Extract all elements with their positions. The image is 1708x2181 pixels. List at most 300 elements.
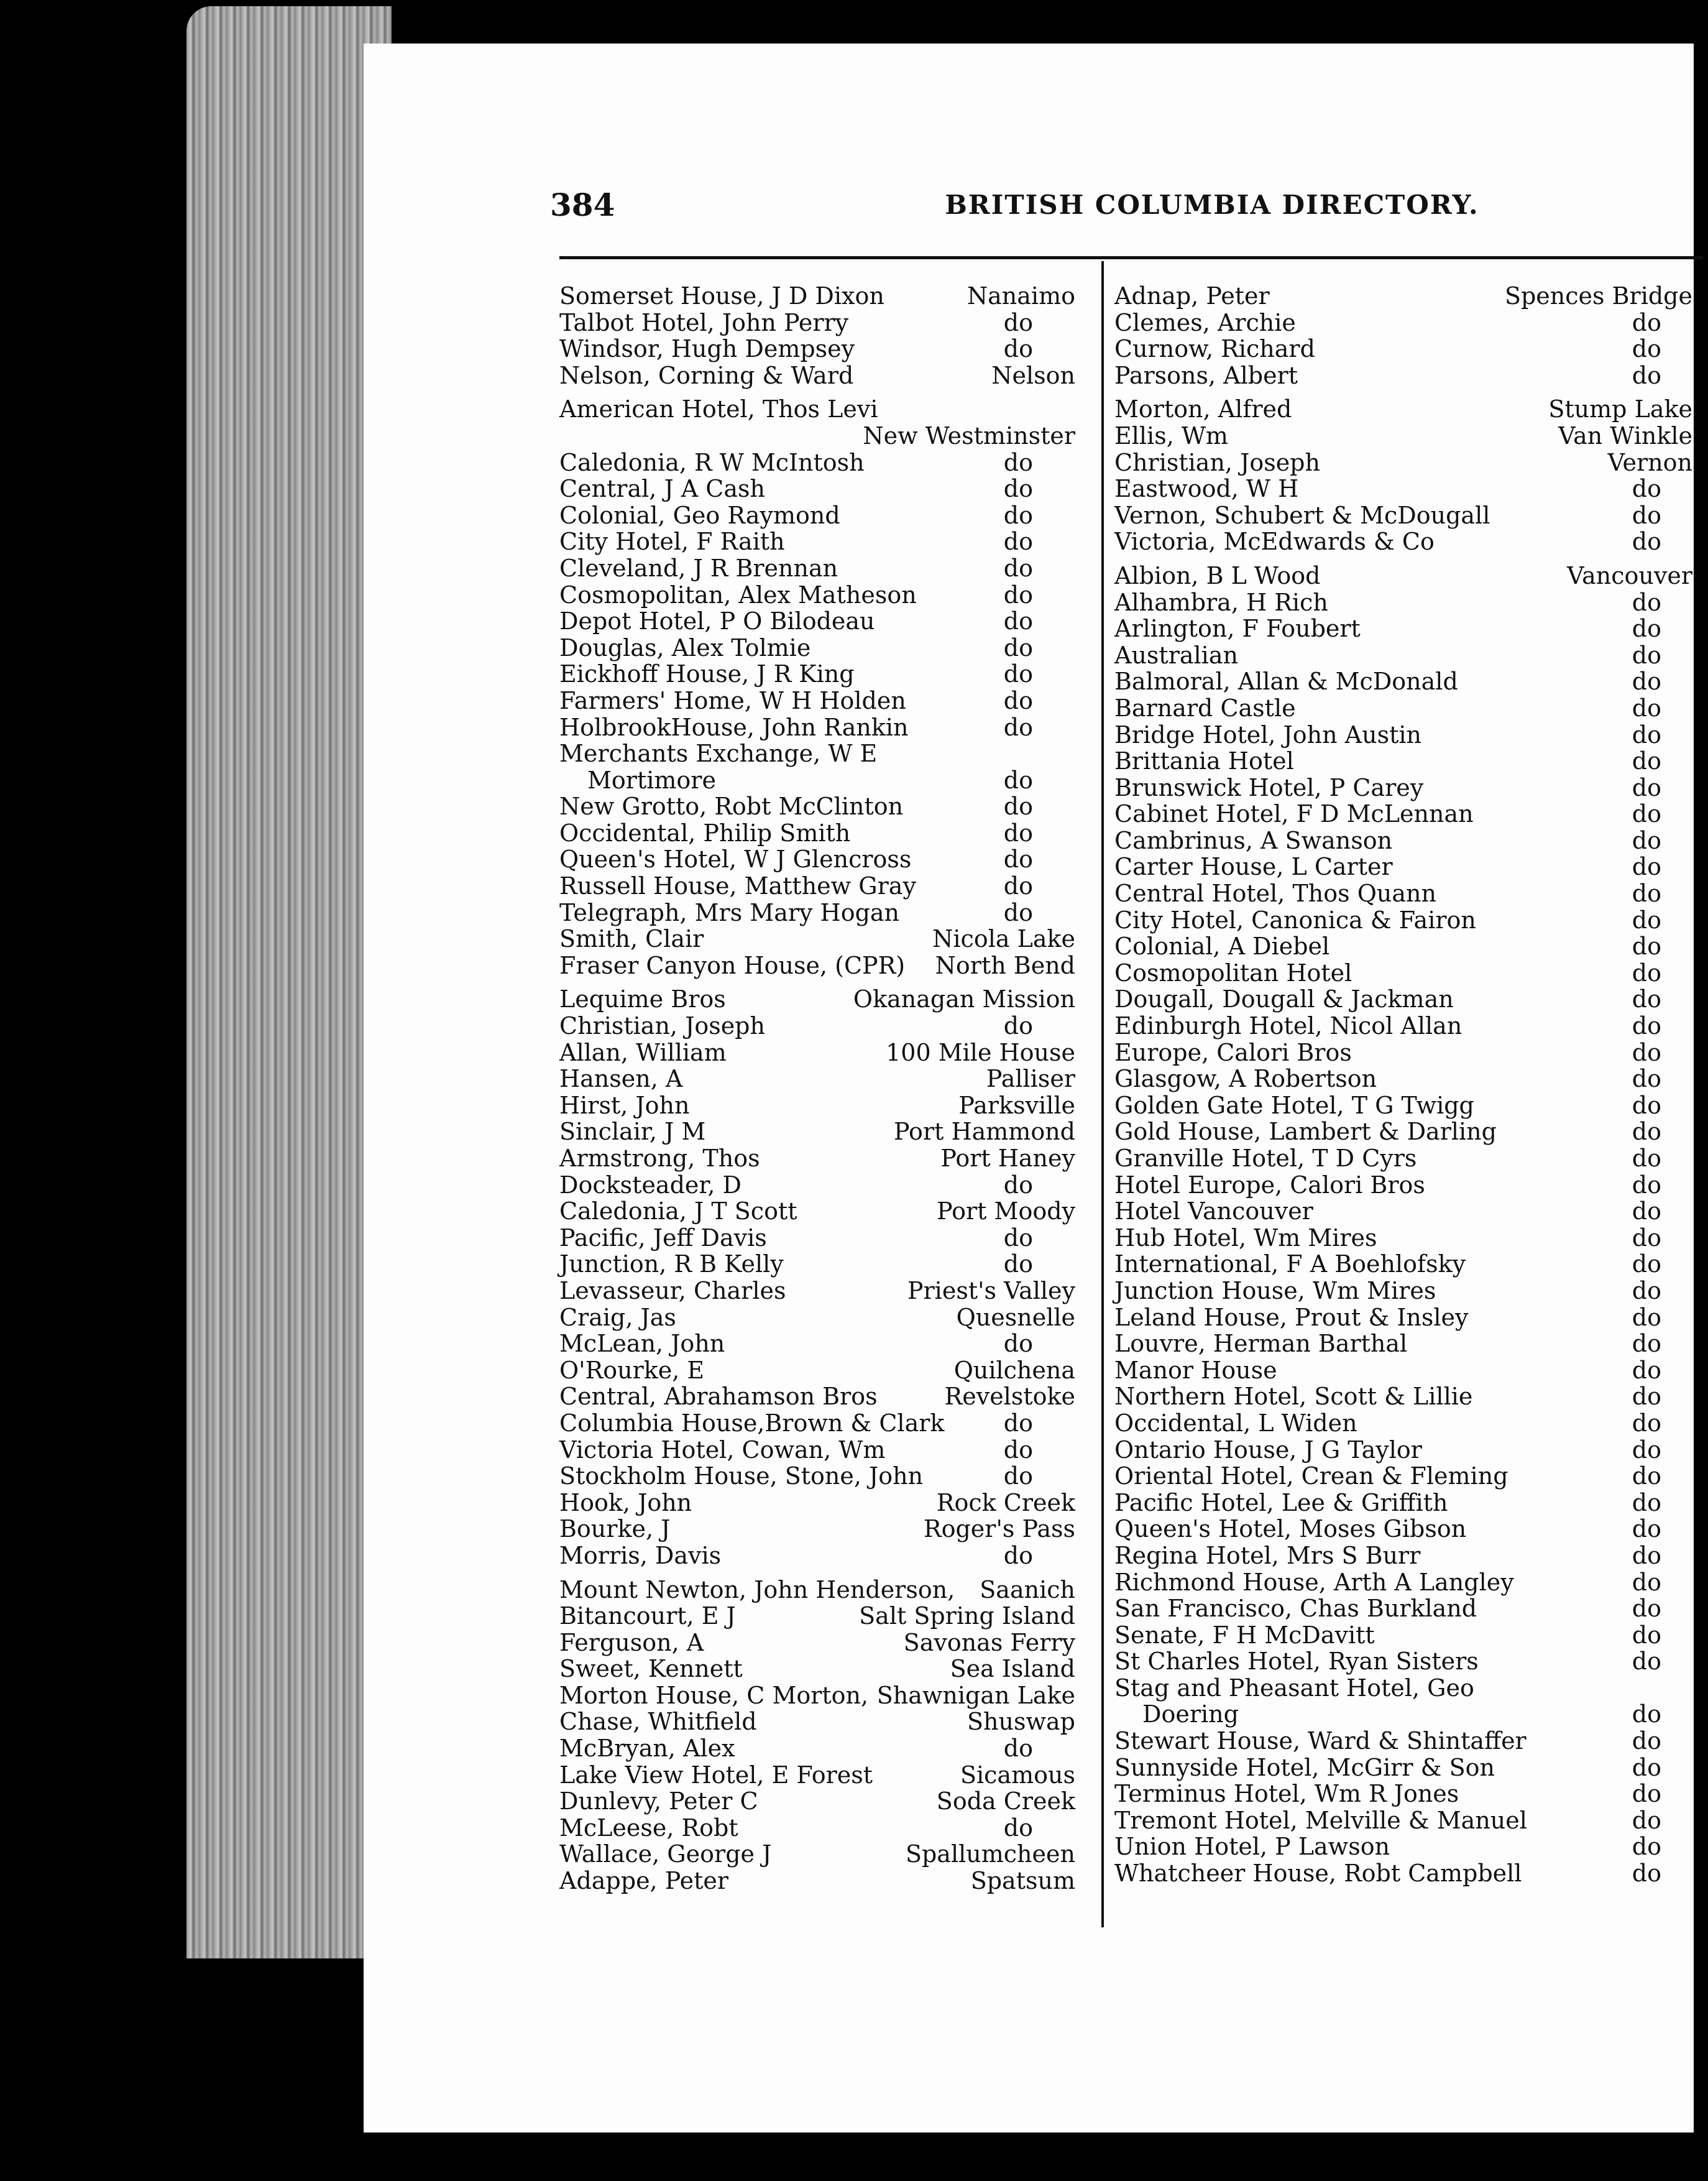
entry-name: Alhambra, H Rich — [1114, 588, 1328, 616]
directory-entry — [1114, 801, 1692, 828]
entry-location: do — [1003, 1541, 1033, 1569]
entry-location: do — [1632, 1462, 1661, 1490]
entry-name: Levasseur, Charles — [559, 1276, 786, 1304]
directory-entry — [559, 396, 1075, 423]
entry-name: Colonial, A Diebel — [1114, 933, 1330, 961]
entry-name: McLeese, Robt — [559, 1814, 738, 1842]
entry-name: Queen's Hotel, Moses Gibson — [1114, 1515, 1467, 1543]
entry-location: do — [1003, 501, 1033, 529]
directory-entry — [1114, 1754, 1692, 1781]
entry-name: Europe, Calori Bros — [1114, 1038, 1352, 1066]
directory-entry — [559, 873, 1075, 900]
directory-entry — [1114, 502, 1692, 529]
entry-name: Oriental Hotel, Crean & Fleming — [1114, 1462, 1508, 1490]
entry-name: Mortimore — [587, 766, 716, 794]
directory-entry — [1114, 1410, 1692, 1437]
entry-location: do — [1632, 501, 1661, 529]
page-header — [550, 187, 1708, 236]
directory-entry — [1114, 907, 1692, 934]
entry-name: Carter House, L Carter — [1114, 853, 1393, 881]
entry-location: Quesnelle — [956, 1303, 1075, 1331]
entry-name: Edinburgh Hotel, Nicol Allan — [1114, 1012, 1462, 1040]
directory-entry — [1114, 336, 1692, 362]
entry-location: Port Hammond — [894, 1118, 1075, 1146]
entry-name: Somerset House, J D Dixon — [559, 282, 884, 310]
directory-entry — [1114, 1516, 1692, 1542]
directory-entry — [559, 1040, 1075, 1066]
entry-location: Rock Creek — [936, 1488, 1075, 1516]
directory-entry — [1114, 1278, 1692, 1304]
entry-name: Curnow, Richard — [1114, 335, 1315, 363]
entry-name: Stag and Pheasant Hotel, Geo — [1114, 1674, 1474, 1702]
entry-location: do — [1003, 713, 1033, 741]
entry-name: Bitancourt, E J — [559, 1602, 736, 1630]
directory-entry — [559, 661, 1075, 688]
entry-location: do — [1632, 933, 1661, 961]
entry-location: do — [1003, 686, 1033, 714]
entry-location: do — [1632, 1806, 1661, 1834]
directory-entry — [559, 582, 1075, 609]
directory-entry — [559, 1577, 1075, 1603]
entry-name: Pacific Hotel, Lee & Griffith — [1114, 1488, 1448, 1516]
directory-entry — [559, 1304, 1075, 1331]
directory-entry — [559, 1603, 1075, 1630]
entry-name: Parsons, Albert — [1114, 361, 1298, 389]
entry-location: do — [1632, 1171, 1661, 1199]
directory-entry — [1114, 1383, 1692, 1410]
entry-name: Granville Hotel, T D Cyrs — [1114, 1145, 1417, 1172]
entry-location: do — [1632, 1515, 1661, 1543]
entry-location: do — [1632, 1833, 1661, 1861]
entry-name: Terminus Hotel, Wm R Jones — [1114, 1780, 1459, 1808]
directory-entry — [559, 450, 1075, 476]
section-gap — [559, 1569, 1075, 1577]
directory-entry — [1114, 1728, 1692, 1754]
entry-location: Parksville — [958, 1091, 1075, 1119]
entry-location: Palliser — [986, 1065, 1075, 1093]
directory-entry — [559, 423, 1075, 450]
entry-location: do — [1632, 1383, 1661, 1411]
entry-location: do — [1003, 634, 1033, 662]
page-number: 384 — [550, 187, 615, 223]
directory-entry — [1114, 616, 1692, 642]
directory-entry — [1114, 362, 1692, 389]
entry-name: Leland House, Prout & Insley — [1114, 1303, 1469, 1331]
entry-name: Victoria Hotel, Cowan, Wm — [559, 1436, 886, 1464]
entry-location: do — [1632, 1118, 1661, 1146]
entry-name: Tremont Hotel, Melville & Manuel — [1114, 1806, 1527, 1834]
entry-location: do — [1632, 308, 1661, 336]
entry-name: Whatcheer House, Robt Campbell — [1114, 1860, 1522, 1888]
entry-name: Senate, F H McDavitt — [1114, 1621, 1375, 1649]
entry-name: Hirst, John — [559, 1091, 690, 1119]
directory-entry — [559, 1516, 1075, 1542]
left-column — [559, 283, 1075, 1894]
entry-location: Savonas Ferry — [903, 1628, 1075, 1656]
entry-name: Ontario House, J G Taylor — [1114, 1436, 1422, 1464]
entry-location: Vernon — [1607, 448, 1692, 476]
entry-location: Nelson — [991, 361, 1075, 389]
entry-name: Albion, B L Wood — [1114, 561, 1321, 589]
directory-entry — [559, 1490, 1075, 1516]
entry-name: San Francisco, Chas Burkland — [1114, 1595, 1477, 1623]
directory-entry — [559, 1542, 1075, 1569]
entry-name: Colonial, Geo Raymond — [559, 501, 840, 529]
entry-name: Richmond House, Arth A Langley — [1114, 1568, 1514, 1596]
entry-location: do — [1003, 793, 1033, 821]
directory-entry — [559, 1410, 1075, 1437]
entry-name: Barnard Castle — [1114, 694, 1296, 722]
entry-location: do — [1003, 1250, 1033, 1278]
entry-name: HolbrookHouse, John Rankin — [559, 713, 909, 741]
directory-entry — [559, 1092, 1075, 1119]
entry-name: American Hotel, Thos Levi — [559, 395, 878, 423]
entry-location: do — [1003, 607, 1033, 635]
entry-location: do — [1632, 528, 1661, 556]
entry-location: do — [1632, 853, 1661, 881]
directory-entry — [1114, 528, 1692, 555]
directory-entry — [559, 846, 1075, 873]
entry-name: Regina Hotel, Mrs S Burr — [1114, 1541, 1421, 1569]
entry-name: Morton House, C Morton, — [559, 1681, 869, 1709]
entry-location: do — [1003, 308, 1033, 336]
entry-location: do — [1003, 335, 1033, 363]
directory-entry — [1114, 476, 1692, 502]
entry-location: do — [1632, 1250, 1661, 1278]
entry-name: Merchants Exchange, W E — [559, 740, 878, 768]
directory-entry — [559, 1788, 1075, 1815]
entry-name: Cambrinus, A Swanson — [1114, 826, 1393, 854]
directory-entry — [1114, 1092, 1692, 1119]
entry-location: do — [1632, 1145, 1661, 1172]
entry-name: Northern Hotel, Scott & Lillie — [1114, 1383, 1473, 1411]
entry-location: do — [1003, 872, 1033, 900]
entry-location: do — [1003, 1462, 1033, 1490]
directory-entry — [1114, 1701, 1692, 1728]
directory-entry — [1114, 695, 1692, 722]
directory-entry — [559, 1278, 1075, 1304]
directory-entry — [1114, 1357, 1692, 1384]
entry-name: Ferguson, A — [559, 1628, 704, 1656]
entry-name: Manor House — [1114, 1356, 1277, 1384]
entry-name: Bridge Hotel, John Austin — [1114, 721, 1421, 749]
directory-entry — [1114, 1251, 1692, 1278]
directory-entry — [1114, 1172, 1692, 1199]
directory-entry — [1114, 1833, 1692, 1860]
entry-location: do — [1632, 1727, 1661, 1755]
entry-name: McBryan, Alex — [559, 1735, 735, 1763]
entry-location: do — [1632, 1541, 1661, 1569]
entry-name: Balmoral, Allan & McDonald — [1114, 668, 1458, 696]
entry-name: Brittania Hotel — [1114, 747, 1294, 775]
entry-name: Hotel Vancouver — [1114, 1197, 1313, 1225]
entry-name: Cabinet Hotel, F D McLennan — [1114, 800, 1474, 828]
directory-entry — [559, 1762, 1075, 1789]
directory-entry — [1114, 1330, 1692, 1357]
directory-entry — [1114, 1145, 1692, 1172]
entry-name: Fraser Canyon House, (CPR) — [559, 951, 906, 979]
directory-entry — [559, 1066, 1075, 1092]
entry-location: do — [1003, 1012, 1033, 1040]
entry-name: Christian, Joseph — [559, 1012, 765, 1040]
entry-name: Golden Gate Hotel, T G Twigg — [1114, 1091, 1474, 1119]
directory-entry — [1114, 854, 1692, 880]
directory-entry — [1114, 748, 1692, 775]
book-page-edges — [186, 6, 392, 1958]
entry-name: Gold House, Lambert & Darling — [1114, 1118, 1497, 1146]
entry-location: Salt Spring Island — [859, 1602, 1075, 1630]
directory-entry — [1114, 450, 1692, 476]
directory-entry — [1114, 1675, 1692, 1702]
entry-name: Lake View Hotel, E Forest — [559, 1761, 873, 1789]
running-title: BRITISH COLUMBIA DIRECTORY. — [945, 190, 1479, 220]
directory-entry — [1114, 1648, 1692, 1675]
entry-name: Adappe, Peter — [559, 1867, 728, 1895]
directory-entry — [1114, 722, 1692, 749]
entry-location: Saanich — [980, 1575, 1075, 1603]
entry-name: O'Rourke, E — [559, 1356, 705, 1384]
directory-entry — [1114, 1013, 1692, 1040]
entry-location: do — [1632, 1621, 1661, 1649]
entry-location: do — [1003, 528, 1033, 556]
directory-entry — [559, 1463, 1075, 1490]
entry-name: Union Hotel, P Lawson — [1114, 1833, 1390, 1861]
entry-location: do — [1632, 668, 1661, 696]
directory-entry — [1114, 1807, 1692, 1834]
entry-name: Cleveland, J R Brennan — [559, 554, 838, 582]
entry-name: Douglas, Alex Tolmie — [559, 634, 811, 662]
entry-name: Docksteader, D — [559, 1171, 742, 1199]
entry-location: 100 Mile House — [886, 1038, 1075, 1066]
header-rule — [559, 256, 1703, 259]
entry-location: do — [1632, 615, 1661, 643]
entry-location: do — [1632, 1091, 1661, 1119]
entry-name: Bourke, J — [559, 1515, 671, 1543]
entry-location: Shawnigan Lake — [876, 1681, 1075, 1709]
directory-entry — [559, 283, 1075, 310]
entry-name: Columbia House,Brown & Clark — [559, 1409, 945, 1437]
entry-location: do — [1632, 747, 1661, 775]
entry-location: do — [1003, 1436, 1033, 1464]
entry-name: Lequime Bros — [559, 985, 726, 1013]
entry-location: do — [1632, 641, 1661, 669]
entry-name: Stewart House, Ward & Shintaffer — [1114, 1727, 1527, 1755]
column-divider — [1101, 261, 1104, 1927]
entry-location: do — [1632, 773, 1661, 801]
directory-entry — [559, 528, 1075, 555]
entry-name: Smith, Clair — [559, 925, 704, 953]
entry-location: do — [1632, 1065, 1661, 1093]
directory-page — [364, 44, 1694, 2133]
directory-entry — [1114, 423, 1692, 450]
entry-location: do — [1632, 906, 1661, 934]
entry-name: Talbot Hotel, John Perry — [559, 308, 849, 336]
directory-entry — [559, 1630, 1075, 1656]
entry-location: do — [1632, 1356, 1661, 1384]
entry-location: do — [1632, 721, 1661, 749]
entry-location: do — [1632, 1648, 1661, 1676]
entry-name: Hotel Europe, Calori Bros — [1114, 1171, 1425, 1199]
entry-name: Hansen, A — [559, 1065, 683, 1093]
entry-location: do — [1632, 1197, 1661, 1225]
entry-name: Queen's Hotel, W J Glencross — [559, 846, 912, 874]
directory-entry — [1114, 986, 1692, 1013]
directory-entry — [559, 635, 1075, 662]
entry-location: do — [1632, 1595, 1661, 1623]
directory-entry — [1114, 1595, 1692, 1622]
directory-entry — [559, 1841, 1075, 1868]
entry-location: Quilchena — [953, 1356, 1075, 1384]
directory-entry — [559, 820, 1075, 847]
entry-location: Okanagan Mission — [853, 985, 1075, 1013]
entry-name: Craig, Jas — [559, 1303, 676, 1331]
entry-name: Cosmopolitan, Alex Matheson — [559, 581, 917, 609]
entry-name: Victoria, McEdwards & Co — [1114, 528, 1435, 556]
directory-entry — [559, 1383, 1075, 1410]
directory-entry — [1114, 642, 1692, 669]
directory-entry — [559, 767, 1075, 794]
entry-location: do — [1003, 660, 1033, 688]
entry-location: Roger's Pass — [923, 1515, 1075, 1543]
entry-name: City Hotel, Canonica & Fairon — [1114, 906, 1476, 934]
entry-name: Australian — [1114, 641, 1238, 669]
entry-location: Stump Lake — [1548, 395, 1692, 423]
entry-name: Central Hotel, Thos Quann — [1114, 880, 1436, 908]
entry-location: do — [1003, 766, 1033, 794]
entry-location: do — [1632, 1409, 1661, 1437]
entry-name: Wallace, George J — [559, 1840, 772, 1868]
directory-entry — [1114, 1437, 1692, 1464]
entry-name: Caledonia, R W McIntosh — [559, 448, 865, 476]
entry-location: do — [1003, 448, 1033, 476]
entry-name: Morton, Alfred — [1114, 395, 1292, 423]
entry-name: Occidental, Philip Smith — [559, 819, 851, 847]
entry-location: New Westminster — [863, 422, 1075, 450]
directory-entry — [1114, 589, 1692, 616]
entry-name: Hub Hotel, Wm Mires — [1114, 1224, 1377, 1252]
entry-location: do — [1003, 1735, 1033, 1763]
entry-name: Doering — [1142, 1700, 1239, 1728]
entry-name: Ellis, Wm — [1114, 422, 1228, 450]
entry-location: North Bend — [935, 951, 1075, 979]
entry-location: do — [1632, 361, 1661, 389]
entry-name: Vernon, Schubert & McDougall — [1114, 501, 1490, 529]
directory-entry — [1114, 960, 1692, 987]
entry-location: Spences Bridge — [1504, 282, 1692, 310]
entry-location: do — [1632, 1276, 1661, 1304]
entry-location: do — [1003, 475, 1033, 503]
entry-location: do — [1003, 1814, 1033, 1842]
entry-location: Port Moody — [937, 1197, 1075, 1225]
entry-location: do — [1003, 1330, 1033, 1358]
entry-name: Arlington, F Foubert — [1114, 615, 1361, 643]
entry-name: Brunswick Hotel, P Carey — [1114, 773, 1424, 801]
entry-location: do — [1632, 880, 1661, 908]
entry-name: Dougall, Dougall & Jackman — [1114, 985, 1454, 1013]
directory-entry — [1114, 1066, 1692, 1092]
directory-entry — [1114, 933, 1692, 960]
directory-entry — [559, 608, 1075, 635]
entry-location: Shuswap — [967, 1708, 1075, 1736]
directory-entry — [559, 1735, 1075, 1762]
directory-entry — [559, 1437, 1075, 1464]
entry-location: Sea Island — [950, 1655, 1075, 1683]
entry-name: Sunnyside Hotel, McGirr & Son — [1114, 1753, 1495, 1781]
entry-name: McLean, John — [559, 1330, 725, 1358]
entry-location: do — [1003, 819, 1033, 847]
entry-name: Pacific, Jeff Davis — [559, 1224, 767, 1252]
directory-entry — [559, 714, 1075, 741]
directory-entry — [1114, 1542, 1692, 1569]
directory-entry — [559, 1708, 1075, 1735]
entry-location: do — [1632, 694, 1661, 722]
directory-entry — [559, 1330, 1075, 1357]
entry-location: do — [1632, 1568, 1661, 1596]
entry-location: Port Haney — [940, 1145, 1075, 1172]
entry-name: Eastwood, W H — [1114, 475, 1299, 503]
entry-name: Adnap, Peter — [1114, 282, 1270, 310]
directory-entry — [1114, 1304, 1692, 1331]
directory-entry — [559, 793, 1075, 820]
entry-location: do — [1632, 985, 1661, 1013]
directory-entry — [559, 555, 1075, 582]
directory-entry — [559, 1656, 1075, 1682]
entry-name: Glasgow, A Robertson — [1114, 1065, 1377, 1093]
directory-entry — [1114, 1490, 1692, 1516]
entry-name: City Hotel, F Raith — [559, 528, 785, 556]
entry-name: Windsor, Hugh Dempsey — [559, 335, 855, 363]
entry-name: Sweet, Kennett — [559, 1655, 743, 1683]
directory-entry — [559, 952, 1075, 979]
entry-location: do — [1003, 1171, 1033, 1199]
entry-location: Priest's Valley — [907, 1276, 1075, 1304]
entry-name: Central, Abrahamson Bros — [559, 1383, 878, 1411]
directory-entry — [1114, 775, 1692, 801]
directory-entry — [1114, 396, 1692, 423]
directory-entry — [559, 900, 1075, 926]
entry-name: Hook, John — [559, 1488, 692, 1516]
entry-name: St Charles Hotel, Ryan Sisters — [1114, 1648, 1479, 1676]
entry-name: New Grotto, Robt McClinton — [559, 793, 904, 821]
entry-name: Depot Hotel, P O Bilodeau — [559, 607, 875, 635]
entry-location: do — [1003, 554, 1033, 582]
directory-entry — [559, 1357, 1075, 1384]
directory-entry — [559, 1172, 1075, 1199]
entry-name: Dunlevy, Peter C — [559, 1787, 758, 1815]
directory-entry — [1114, 1860, 1692, 1887]
directory-entry — [1114, 1225, 1692, 1252]
entry-location: do — [1003, 846, 1033, 874]
entry-location: Nanaimo — [966, 282, 1075, 310]
entry-location: do — [1003, 1409, 1033, 1437]
entry-location: do — [1632, 475, 1661, 503]
entry-location: do — [1632, 1860, 1661, 1888]
entry-name: Armstrong, Thos — [559, 1145, 760, 1172]
entry-name: Junction House, Wm Mires — [1114, 1276, 1436, 1304]
directory-entry — [1114, 828, 1692, 854]
directory-entry — [559, 688, 1075, 714]
entry-name: Junction, R B Kelly — [559, 1250, 784, 1278]
entry-name: Occidental, L Widen — [1114, 1409, 1357, 1437]
entry-name: Caledonia, J T Scott — [559, 1197, 797, 1225]
entry-location: do — [1632, 1700, 1661, 1728]
entry-name: Christian, Joseph — [1114, 448, 1320, 476]
entry-location: do — [1632, 1330, 1661, 1358]
directory-entry — [559, 336, 1075, 362]
entry-name: Farmers' Home, W H Holden — [559, 686, 906, 714]
entry-location: do — [1632, 1303, 1661, 1331]
entry-location: do — [1632, 1012, 1661, 1040]
